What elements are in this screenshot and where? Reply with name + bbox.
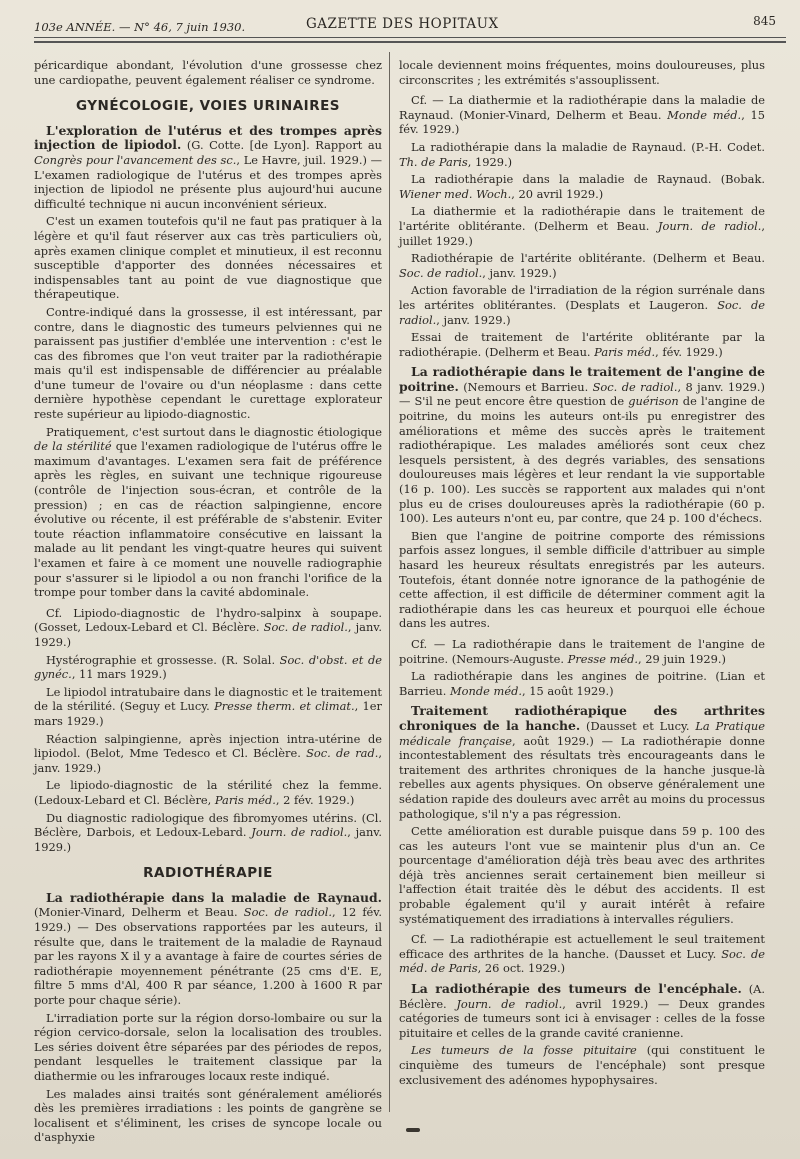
article-exploration-uterus bbox=[34, 124, 382, 212]
article-text: , août 1929.) — La radiothérapie donne incontestablement des résultats très encourageants dans le traitement des arthrites chroniques de la hanche jusque-là rebelles aux agents physiques. On observe généralement une sédation rapide des douleurs avec arrêt au moins du processus pathologique, s'il n'y a pas régression. bbox=[399, 733, 765, 821]
emphasis: guérison bbox=[628, 394, 679, 409]
citation-journal: Soc. d'obst. et de gynéc. bbox=[34, 652, 382, 682]
article-angine bbox=[399, 365, 765, 526]
paragraph-text: que l'examen radiologique de l'utérus offre le maximum d'avantages. L'examen sera fait de préférence après les règles, en suivant une technique rigoureuse (contrôle de l'injection sous-écran, et contrôle de la pression) ; en cas de réaction salpingienne, encore évolutive ou récente, il est préférable de s'abstenir. Eviter toute réaction inflammatoire consécutive en laissant la malade au lit pendant les vingt-quatre heures qui suivent l'examen et faire à ce moment une nouvelle radiographie pour s'assurer si le lipiodol a ou non franchi l'orifice de la trompe pour tomber dans la cavité abdominale. bbox=[34, 439, 382, 600]
reference-text: Cf. — La radiothérapie dans le traitement de l'angine de poitrine. (Nemours-Auguste. bbox=[399, 636, 765, 666]
article-text: (G. Cotte. [de Lyon]. Rapport au bbox=[186, 138, 382, 153]
paragraph bbox=[34, 425, 382, 600]
reference-text: La radiothérapie dans la maladie de Raynaud. (Bobak. bbox=[411, 172, 765, 187]
reference-text: , 20 avril 1929.) bbox=[511, 186, 604, 201]
article-lead: La radiothérapie des tumeurs de l'encéphale. bbox=[411, 981, 742, 997]
citation-journal: Soc. de méd. de Paris bbox=[399, 946, 765, 976]
article-text: (Nemours et Barrieu. bbox=[458, 379, 593, 394]
citation-journal: Paris méd. bbox=[594, 344, 656, 359]
paragraph: péricardique abondant, l'évolution d'une grossesse chez une cardiopathe, peuvent également réaliser ce syndrome. bbox=[34, 58, 382, 87]
article-lead: L'exploration de l'utérus et des trompes après injection de lipiodol. bbox=[34, 122, 382, 153]
citation-journal: Monde méd. bbox=[667, 107, 742, 122]
citation-journal: Soc. de radiol. bbox=[399, 297, 765, 327]
paragraph: L'irradiation porte sur la région dorso-lombaire ou sur la région cervico-dorsale, selon la localisation des troubles. Les séries doivent être séparées par des périodes de repos, pendant lesquelles le traitement classique par la diathermie ou les infrarouges locaux reste indiqué. bbox=[34, 1010, 382, 1083]
header-rule bbox=[34, 37, 786, 38]
citation-journal: Monde méd. bbox=[450, 683, 522, 698]
citation-journal: Presse méd. bbox=[567, 651, 639, 666]
reference-text: , 1er mars 1929.) bbox=[34, 699, 382, 728]
article-text: (Dausset et Lucy. bbox=[580, 718, 696, 733]
reference-item bbox=[399, 251, 765, 280]
reference-item bbox=[34, 778, 382, 807]
reference-text: , 29 juin 1929.) bbox=[638, 651, 726, 666]
emphasis: de la stérilité bbox=[34, 439, 112, 454]
reference-item bbox=[399, 330, 765, 359]
citation-journal: Presse therm. et climat. bbox=[214, 699, 355, 714]
reference-text: Essai de traitement de l'artérite oblitérante par la radiothérapie. (Delherm et Beau. bbox=[399, 330, 765, 359]
paragraph-text: (qui constituent le cinquième des tumeurs de l'encéphale) sont presque exclusivement des adénomes hypophysaires. bbox=[399, 1043, 765, 1087]
reference-text: Action favorable de l'irradiation de la région surrénale dans les artérites oblitérantes. (Desplats et Laugeron. bbox=[399, 283, 765, 312]
article-lead: Traitement radiothérapique des arthrites chroniques de la hanche. bbox=[399, 703, 765, 733]
journal-title: GAZETTE DES HOPITAUX bbox=[306, 16, 499, 32]
emphasis: Les tumeurs de la fosse pituitaire bbox=[411, 1043, 637, 1058]
reference-text: La radiothérapie dans la maladie de Raynaud. (P.-H. Codet. bbox=[411, 139, 765, 154]
article-text: de l'angine de poitrine, du moins les auteurs ont-ils pu enregistrer des améliorations et même des succès après le traitement radiothérapique. Les malades améliorés sont ceux chez lesquels persistent, à des degrés variables, des sensations douloureuses mais légères et leur rendant la vie supportable (16 p. 100). Les succès se rapportent aux malades qui n'ont plus eu de crises douloureuses après la radiothérapie (60 p. 100). Les auteurs n'ont eu, par contre, que 24 p. 100 d'échecs. bbox=[399, 394, 765, 526]
reference-text: Cf. — La diathermie et la radiothérapie dans la maladie de Raynaud. (Monier-Vinard, Delherm et Beau. bbox=[399, 93, 765, 122]
section-title-gynecologie: GYNÉCOLOGIE, VOIES URINAIRES bbox=[75, 98, 341, 115]
article-raynaud bbox=[34, 891, 382, 1008]
article-text: , 12 fév. 1929.) — Des observations rapportées par les auteurs, il résulte que, dans le traitement de la maladie de Raynaud par les rayons X il y a avantage à faire de courtes séries de radiothérapie moyennement pénétrante (25 cms d'E. E, filtre 5 mms d'Al, 400 R par séance, 1.200 à 1600 R par porte pour chaque série). bbox=[34, 905, 382, 1008]
reference-text: Le lipiodol intratubaire dans le diagnostic et le traitement de la stérilité. (Seguy et Lucy. bbox=[34, 684, 382, 714]
citation-journal: Journ. de radiol. bbox=[251, 825, 348, 840]
reference-text: La diathermie et la radiothérapie dans le traitement de l'artérite oblitérante. (Delherm et Beau. bbox=[399, 204, 765, 233]
reference-item bbox=[34, 685, 382, 729]
page-number: 845 bbox=[753, 14, 776, 28]
article-text: (A. Béclère. bbox=[399, 982, 765, 1011]
article-text: (Monier-Vinard, Delherm et Beau. bbox=[34, 905, 244, 920]
reference-text: , 2 fév. 1929.) bbox=[275, 792, 355, 807]
article-text: , avril 1929.) — Deux grandes catégories de tumeurs sont ici à envisager : celles de la fosse pituitaire et celles de la grande cavité cranienne. bbox=[399, 996, 765, 1040]
reference-item bbox=[399, 140, 765, 169]
citation-journal: Soc. de rad. bbox=[306, 746, 379, 761]
citation-journal: Soc. de radiol. bbox=[592, 379, 678, 394]
issue-info: 103e ANNÉE. — N° 46, 7 juin 1930. bbox=[34, 20, 246, 34]
paragraph: C'est un examen toutefois qu'il ne faut pas pratiquer à la légère et qu'il faut réserver aux cas très particuliers où, après examen clinique complet et minutieux, il est reconnu susceptible d'apporter des données nécessaires et indispensables tant au point de vue diagnostique que thérapeutique. bbox=[34, 214, 382, 302]
citation-journal: Journ. de radiol. bbox=[456, 996, 563, 1011]
reference-text: , janv. 1929.) bbox=[34, 746, 382, 775]
paragraph: Cette amélioration est durable puisque dans 59 p. 100 des cas les auteurs l'ont vue se maintenir plus d'un an. Ce pourcentage d'amélioration déjà très beau avec des arthrites déjà très anciennes serait certainement bien meilleur si l'affection était traitée dès le début des accidents. Il est probable également qu'il y aurait intérêt à refaire systématiquement des irradiations à intervalles réguliers. bbox=[399, 824, 765, 926]
citation-journal: Th. de Paris bbox=[399, 154, 468, 169]
reference-text: , janv. 1929.) bbox=[436, 312, 511, 327]
reference-item bbox=[399, 932, 765, 976]
paragraph: Contre-indiqué dans la grossesse, il est intéressant, par contre, dans le diagnostic des tumeurs pelviennes qui ne paraissent pas justifier d'emblée une intervention : c'est le cas des fibromes que l'on veut traiter par la radiothérapie mais qu'il est indispensable de différencier au préalable d'une tumeur de l'ovaire ou d'un néoplasme : dans cette dernière hypothèse cependant le curettage explorateur reste supérieur au lipiodo-diagnostic. bbox=[34, 304, 382, 422]
reference-item bbox=[34, 606, 382, 650]
citation-journal: Soc. de radiol. bbox=[243, 905, 332, 920]
citation-journal: Paris méd. bbox=[214, 792, 276, 807]
article-encephale bbox=[399, 982, 765, 1040]
reference-text: Cf. — La radiothérapie est actuellement le seul traitement efficace des arthrites de la hanche. (Dausset et Lucy. bbox=[399, 932, 765, 961]
citation-journal: Soc. de radiol. bbox=[263, 620, 348, 635]
reference-item bbox=[34, 732, 382, 776]
page-header bbox=[34, 14, 782, 36]
section-title-radiotherapie: RADIOTHÉRAPIE bbox=[143, 865, 273, 882]
citation-journal: Congrès pour l'avancement des sc. bbox=[34, 152, 237, 167]
reference-text: Radiothérapie de l'artérite oblitérante. (Delherm et Beau. bbox=[411, 251, 765, 266]
reference-item bbox=[399, 172, 765, 201]
reference-text: Réaction salpingienne, après injection intra-utérine de lipiodol. (Belot, Mme Tedesco et Cl. Béclère. bbox=[34, 731, 382, 761]
reference-item bbox=[399, 669, 765, 698]
reference-item bbox=[34, 653, 382, 682]
paragraph bbox=[399, 1043, 765, 1087]
reference-text: , fév. 1929.) bbox=[655, 344, 723, 359]
citation-journal: Soc. de radiol. bbox=[399, 265, 483, 280]
reference-item bbox=[34, 811, 382, 855]
reference-item bbox=[399, 637, 765, 666]
reference-text: Le lipiodo-diagnostic de la stérilité chez la femme. (Ledoux-Lebard et Cl. Béclère, bbox=[34, 778, 382, 807]
column-divider bbox=[389, 52, 390, 1112]
reference-text: La radiothérapie dans les angines de poitrine. (Lian et Barrieu. bbox=[399, 669, 765, 698]
reference-text: , 1929.) bbox=[467, 154, 513, 169]
reference-text: , 15 août 1929.) bbox=[521, 683, 614, 698]
citation-journal: Wiener med. Woch. bbox=[399, 186, 512, 201]
reference-text: , 11 mars 1929.) bbox=[71, 667, 167, 682]
ink-mark bbox=[406, 1128, 420, 1132]
right-column bbox=[399, 58, 765, 1090]
reference-text: , janv. 1929.) bbox=[34, 620, 382, 649]
reference-text: , 15 fév. 1929.) bbox=[399, 107, 765, 137]
paragraph: Les malades ainsi traités sont généralement améliorés dès les premières irradiations : les points de gangrène se localisent et s'éliminent, les crises de syncope locale ou d'asphyxie bbox=[34, 1086, 382, 1145]
article-arthrites bbox=[399, 704, 765, 821]
article-text: , Le Havre, juil. 1929.) — L'examen radiologique de l'utérus et des trompes après injection de lipiodol ne présente plus aujourd'hui aucune difficulté technique ni aucun inconvénient sérieux. bbox=[34, 152, 382, 211]
reference-item bbox=[399, 93, 765, 137]
header-rule-thick bbox=[34, 41, 786, 43]
reference-item bbox=[399, 204, 765, 248]
citation-journal: La Pratique médicale française bbox=[399, 718, 765, 748]
reference-text: Hystérographie et grossesse. (R. Solal. bbox=[46, 652, 280, 667]
paragraph: locale deviennent moins fréquentes, moins douloureuses, plus circonscrites ; les extrémités s'assouplissent. bbox=[399, 58, 765, 87]
reference-text: Cf. Lipiodo-diagnostic de l'hydro-salpinx à soupape. (Gosset, Ledoux-Lebard et Cl. Béclère. bbox=[34, 605, 382, 635]
left-column bbox=[34, 58, 382, 1148]
article-lead: La radiothérapie dans le traitement de l'angine de poitrine. bbox=[399, 364, 765, 394]
reference-text: , janv. 1929.) bbox=[482, 265, 557, 280]
reference-text: Du diagnostic radiologique des fibromyomes utérins. (Cl. Béclère, Darbois, et Ledoux-Lebard. bbox=[34, 810, 382, 840]
reference-text: , juillet 1929.) bbox=[399, 218, 765, 248]
reference-item bbox=[399, 283, 765, 327]
paragraph-text: Pratiquement, c'est surtout dans le diagnostic étiologique bbox=[46, 424, 382, 439]
paragraph: Bien que l'angine de poitrine comporte des rémissions parfois assez longues, il semble difficile d'attribuer au simple hasard les heureux résultats enregistrés par les auteurs. Toutefois, étant donnée notre ignorance de la pathogénie de cette affection, il est difficile de déterminer comment agit la radiothérapie dans les cas heureux et pourquoi elle échoue dans les autres. bbox=[399, 528, 765, 631]
citation-journal: Journ. de radiol. bbox=[657, 218, 762, 233]
reference-text: , 26 oct. 1929.) bbox=[477, 961, 566, 976]
article-text: , 8 janv. 1929.) — S'il ne peut encore être question de bbox=[399, 379, 765, 409]
article-lead: La radiothérapie dans la maladie de Raynaud. bbox=[46, 889, 382, 905]
reference-text: , janv. 1929.) bbox=[34, 825, 383, 854]
